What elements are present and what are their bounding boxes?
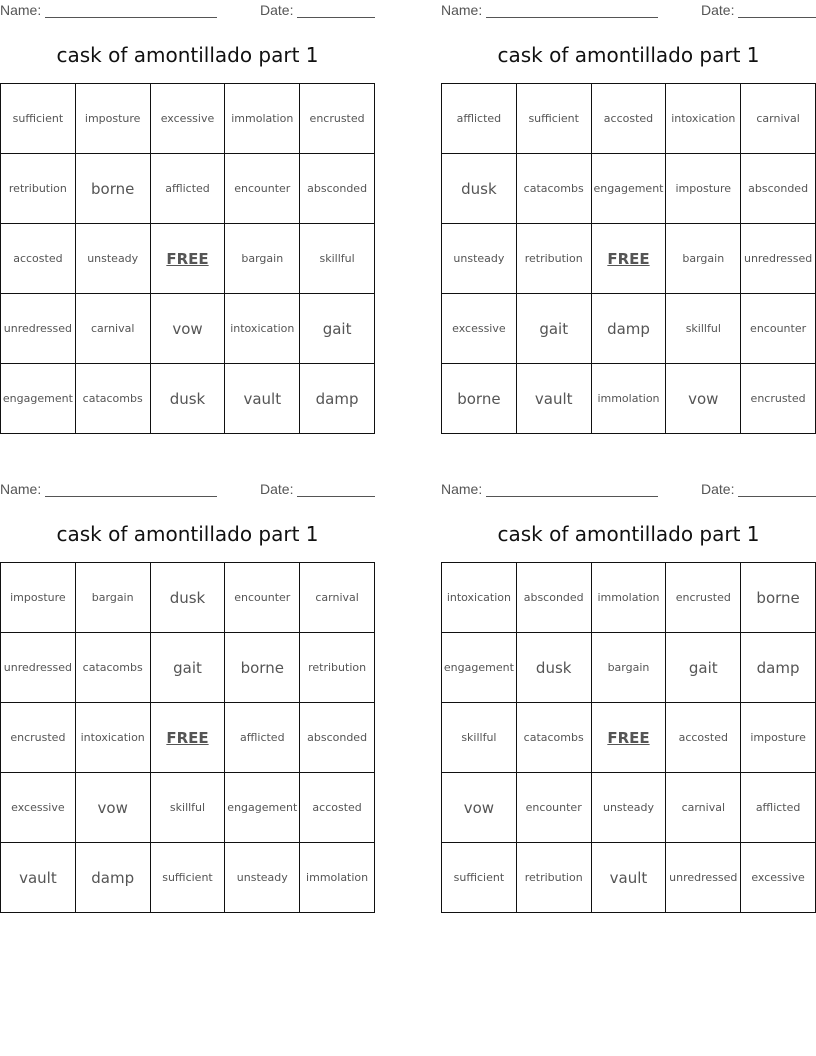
bingo-cell: engagement: [442, 633, 517, 703]
bingo-cell: encrusted: [666, 563, 741, 633]
date-label: Date:: [260, 2, 294, 18]
name-line: [45, 17, 217, 18]
bingo-cell: encounter: [225, 563, 300, 633]
date-line: [297, 496, 375, 497]
bingo-cell: unredressed: [666, 843, 741, 913]
bingo-cell: encounter: [225, 154, 300, 224]
bingo-cell: retribution: [517, 224, 592, 294]
bingo-cell: gait: [151, 633, 226, 703]
bingo-cell: borne: [225, 633, 300, 703]
bingo-cell: engagement: [592, 154, 667, 224]
date-line: [738, 17, 816, 18]
bingo-cell: unsteady: [76, 224, 151, 294]
name-line: [486, 496, 658, 497]
free-space: FREE: [592, 224, 667, 294]
bingo-cell: immolation: [300, 843, 375, 913]
bingo-cell: unredressed: [1, 294, 76, 364]
bingo-cell: gait: [517, 294, 592, 364]
bingo-cell: skillful: [442, 703, 517, 773]
card-header: [0, 2, 375, 20]
bingo-cell: intoxication: [666, 84, 741, 154]
bingo-cell: dusk: [151, 364, 226, 434]
bingo-cell: gait: [666, 633, 741, 703]
bingo-cell: afflicted: [225, 703, 300, 773]
bingo-cell: damp: [592, 294, 667, 364]
card-header: [441, 481, 816, 499]
card-title: cask of amontillado part 1: [56, 43, 319, 67]
bingo-cell: unsteady: [442, 224, 517, 294]
name-label: Name:: [441, 481, 483, 497]
bingo-cell: excessive: [442, 294, 517, 364]
name-label: Name:: [0, 2, 42, 18]
bingo-cell: catacombs: [517, 703, 592, 773]
date-label: Date:: [701, 481, 735, 497]
bingo-cell: catacombs: [76, 364, 151, 434]
bingo-card-2: [441, 0, 816, 433]
bingo-cell: absconded: [300, 703, 375, 773]
bingo-cell: afflicted: [741, 773, 816, 843]
bingo-cell: gait: [300, 294, 375, 364]
bingo-cell: intoxication: [76, 703, 151, 773]
name-line: [486, 17, 658, 18]
bingo-cell: excessive: [741, 843, 816, 913]
bingo-grid: [0, 562, 375, 913]
bingo-card-4: [441, 479, 816, 912]
bingo-cell: vault: [1, 843, 76, 913]
bingo-cell: vow: [151, 294, 226, 364]
bingo-cell: carnival: [76, 294, 151, 364]
bingo-cell: absconded: [300, 154, 375, 224]
bingo-cell: imposture: [76, 84, 151, 154]
bingo-cell: carnival: [741, 84, 816, 154]
bingo-cell: sufficient: [442, 843, 517, 913]
bingo-cell: carnival: [666, 773, 741, 843]
bingo-cell: afflicted: [442, 84, 517, 154]
free-space: FREE: [151, 703, 226, 773]
bingo-card-3: [0, 479, 375, 912]
bingo-cell: carnival: [300, 563, 375, 633]
bingo-cell: intoxication: [442, 563, 517, 633]
bingo-cell: accosted: [592, 84, 667, 154]
card-header: [0, 481, 375, 499]
bingo-cell: dusk: [442, 154, 517, 224]
bingo-cell: damp: [741, 633, 816, 703]
bingo-cell: unsteady: [225, 843, 300, 913]
bingo-cell: encounter: [741, 294, 816, 364]
bingo-cell: bargain: [225, 224, 300, 294]
bingo-cell: unredressed: [1, 633, 76, 703]
bingo-cell: intoxication: [225, 294, 300, 364]
bingo-cell: skillful: [151, 773, 226, 843]
bingo-cell: encrusted: [741, 364, 816, 434]
name-line: [45, 496, 217, 497]
bingo-cell: damp: [300, 364, 375, 434]
bingo-cell: immolation: [592, 364, 667, 434]
bingo-cell: skillful: [300, 224, 375, 294]
bingo-cell: accosted: [666, 703, 741, 773]
name-label: Name:: [441, 2, 483, 18]
bingo-cell: immolation: [225, 84, 300, 154]
bingo-cell: engagement: [1, 364, 76, 434]
bingo-cell: bargain: [666, 224, 741, 294]
date-line: [297, 17, 375, 18]
free-space: FREE: [592, 703, 667, 773]
bingo-cell: afflicted: [151, 154, 226, 224]
bingo-cell: accosted: [300, 773, 375, 843]
bingo-cell: engagement: [225, 773, 300, 843]
bingo-cell: retribution: [517, 843, 592, 913]
bingo-cell: sufficient: [517, 84, 592, 154]
bingo-cell: vault: [517, 364, 592, 434]
card-title: cask of amontillado part 1: [56, 522, 319, 546]
name-label: Name:: [0, 481, 42, 497]
bingo-cell: unsteady: [592, 773, 667, 843]
bingo-cell: absconded: [741, 154, 816, 224]
date-line: [738, 496, 816, 497]
bingo-cell: imposture: [1, 563, 76, 633]
bingo-grid: [0, 83, 375, 434]
free-space: FREE: [151, 224, 226, 294]
date-label: Date:: [260, 481, 294, 497]
bingo-cell: immolation: [592, 563, 667, 633]
bingo-grid: [441, 562, 816, 913]
bingo-cell: borne: [741, 563, 816, 633]
bingo-cell: dusk: [151, 563, 226, 633]
bingo-cell: bargain: [592, 633, 667, 703]
bingo-card-1: [0, 0, 375, 433]
bingo-cell: vault: [592, 843, 667, 913]
bingo-cell: borne: [442, 364, 517, 434]
bingo-cell: borne: [76, 154, 151, 224]
bingo-cell: retribution: [1, 154, 76, 224]
bingo-grid: [441, 83, 816, 434]
bingo-cell: catacombs: [517, 154, 592, 224]
bingo-cell: excessive: [151, 84, 226, 154]
bingo-cell: accosted: [1, 224, 76, 294]
bingo-cell: dusk: [517, 633, 592, 703]
bingo-cell: vow: [442, 773, 517, 843]
bingo-cell: vow: [76, 773, 151, 843]
date-label: Date:: [701, 2, 735, 18]
bingo-cell: absconded: [517, 563, 592, 633]
bingo-cell: imposture: [741, 703, 816, 773]
bingo-cell: sufficient: [1, 84, 76, 154]
bingo-cell: encrusted: [300, 84, 375, 154]
bingo-cell: unredressed: [741, 224, 816, 294]
card-title: cask of amontillado part 1: [497, 522, 760, 546]
bingo-cell: damp: [76, 843, 151, 913]
bingo-cell: encrusted: [1, 703, 76, 773]
bingo-cell: bargain: [76, 563, 151, 633]
card-header: [441, 2, 816, 20]
bingo-cell: sufficient: [151, 843, 226, 913]
bingo-cell: imposture: [666, 154, 741, 224]
card-title: cask of amontillado part 1: [497, 43, 760, 67]
bingo-cell: catacombs: [76, 633, 151, 703]
bingo-cell: excessive: [1, 773, 76, 843]
bingo-cell: skillful: [666, 294, 741, 364]
bingo-cell: encounter: [517, 773, 592, 843]
bingo-cell: vault: [225, 364, 300, 434]
bingo-cell: retribution: [300, 633, 375, 703]
bingo-cell: vow: [666, 364, 741, 434]
